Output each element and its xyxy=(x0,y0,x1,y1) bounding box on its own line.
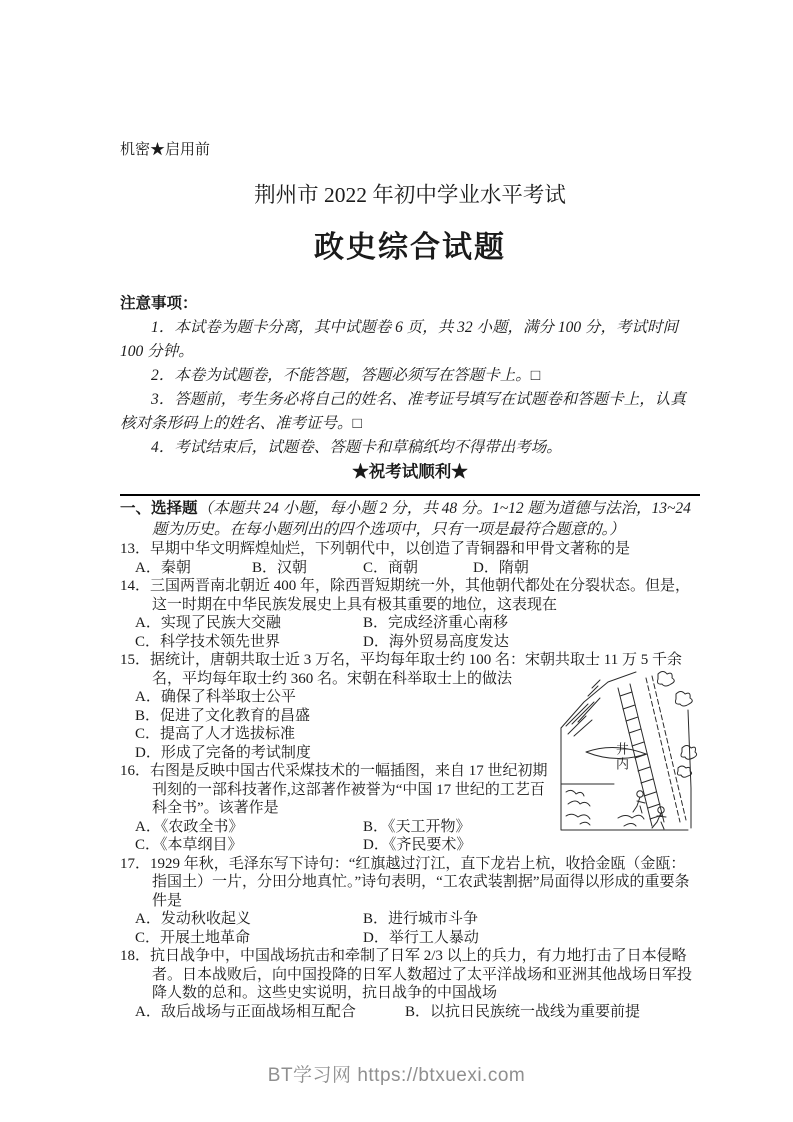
options-row xyxy=(135,559,700,578)
option-b: B．汉朝 xyxy=(252,559,308,576)
question-text: 14．三国两晋南北朝近 400 年，除西晋短期统一外，其他朝代都处在分裂状态。但是，这一时期在中华民族发展史上具有极其重要的地位，这表现在 xyxy=(120,578,691,613)
option-d: D．举行工人暴动 xyxy=(363,929,479,946)
notice-section xyxy=(120,292,700,460)
question-number: 13． xyxy=(120,541,151,557)
question-text: 13．早期中华文明辉煌灿烂，下列朝代中，以创造了青铜器和甲骨文著称的是 xyxy=(120,541,631,557)
option-b: B．完成经济重心南移 xyxy=(363,615,509,631)
option-d: D．隋朝 xyxy=(473,559,529,576)
option-a: A．发动秋收起义 xyxy=(135,911,251,927)
notice-item-2: 2．本卷为试题卷，不能答题，答题必须写在答题卡上。□ xyxy=(151,367,541,384)
option-a: A．《农政全书》 xyxy=(135,818,244,835)
exam-subtitle: 政史综合试题 xyxy=(314,231,506,264)
coal-mining-figure xyxy=(558,668,700,834)
section-divider-line xyxy=(120,494,700,496)
option-a: A．确保了科举取士公平 xyxy=(135,689,296,705)
question-number: 15． xyxy=(120,652,151,668)
option-a: A．敌后战场与正面战场相互配合 xyxy=(135,1003,356,1020)
notice-item-4: 4．考试结束后，试题卷、答题卡和草稿纸均不得带出考场。 xyxy=(151,439,562,456)
option-a: A．实现了民族大交融 xyxy=(135,615,281,631)
question-text: 17．1929 年秋，毛泽东写下诗句：“红旗越过汀江，直下龙岩上杭，收拾金瓯（金瓯：指国土）一片，分田分地真忙。”诗句表明，“工农武装割据”局面得以形成的重要条件是 xyxy=(120,855,690,909)
question-text: 18．抗日战争中，中国战场抗击和牵制了日军 2/3 以上的兵力，有力地打击了日本侵略者。日本战败后，向中国投降的日军人数超过了太平洋战场和亚洲其他战场日军投降人数的总和。这些史实说明，抗日战争的中国战场 xyxy=(120,948,693,1001)
option-a: A．秦朝 xyxy=(135,559,191,576)
coal-mine-illustration-icon xyxy=(558,668,700,834)
option-b: B．进行城市斗争 xyxy=(363,911,479,927)
options-grid xyxy=(135,614,700,651)
options-list xyxy=(135,688,550,762)
exam-wish-line: ★祝考试顺利★ xyxy=(352,462,468,481)
options-grid xyxy=(135,818,550,855)
section-title: 一、选择题 xyxy=(120,500,198,517)
option-c: C．科学技术领先世界 xyxy=(135,633,281,650)
option-b: B．以抗日民族统一战线为重要前提 xyxy=(405,1003,641,1020)
question-number: 17． xyxy=(120,855,151,872)
question-17 xyxy=(120,855,700,948)
option-c: C．商朝 xyxy=(363,559,419,576)
notice-heading: 注意事项： xyxy=(120,295,198,312)
options-grid xyxy=(135,910,700,947)
question-number: 14． xyxy=(120,578,151,594)
question-number: 18． xyxy=(120,948,151,964)
footer-site-link[interactable]: BT学习网 https://btxuexi.com xyxy=(267,1065,526,1086)
question-number: 16． xyxy=(120,763,151,779)
options-grid xyxy=(135,1003,700,1022)
question-15-16-block xyxy=(120,651,700,855)
option-d: D．形成了完备的考试制度 xyxy=(135,744,311,761)
question-18 xyxy=(120,947,700,1021)
option-c: C．开展土地革命 xyxy=(135,929,251,946)
option-b: B．《天工开物》 xyxy=(363,818,471,835)
confidential-label: 机密★启用前 xyxy=(120,142,211,158)
question-14 xyxy=(120,577,700,651)
question-text: 15．据统计，唐朝共取士近 3 万名，平均每年取士约 100 名：宋朝共取士 11 万 5 千余名，平均每年取士约 360 名。宋朝在科举取士上的做法 xyxy=(120,652,682,687)
option-d: D．海外贸易高度发达 xyxy=(363,633,509,650)
question-text: 16．右图是反映中国古代采煤技术的一幅插图，来自 17 世纪初期刊刻的一部科技著作,这部著作被誉为“中国 17 世纪的工艺百科全书”。该著作是 xyxy=(120,763,548,816)
option-d: D．《齐民要术》 xyxy=(363,837,472,853)
option-c: C．《本草纲目》 xyxy=(135,837,243,853)
section-description: （本题共 24 小题，每小题 2 分，共 48 分。1~12 题为道德与法治，13~24 题为历史。在每小题列出的四个选项中，只有一项是最符合题意的。） xyxy=(152,500,691,538)
notice-item-1: 1．本试卷为题卡分离，其中试题卷 6 页，共 32 小题，满分 100 分，考试时间 100 分钟。 xyxy=(120,319,679,360)
page-content xyxy=(120,142,700,1021)
exam-title: 荆州市 2022 年初中学业水平考试 xyxy=(254,183,566,207)
section-header xyxy=(120,498,700,540)
notice-item-3: 3．答题前，考生务必将自己的姓名、准考证号填写在试题卷和答题卡上，认真核对条形码上的姓名、准考证号。□ xyxy=(120,391,686,432)
option-c: C．提高了人才选拔标准 xyxy=(135,726,296,742)
question-13 xyxy=(120,540,700,577)
figure-label-well-interior: 井内 xyxy=(614,742,629,772)
option-b: B．促进了文化教育的昌盛 xyxy=(135,707,311,724)
